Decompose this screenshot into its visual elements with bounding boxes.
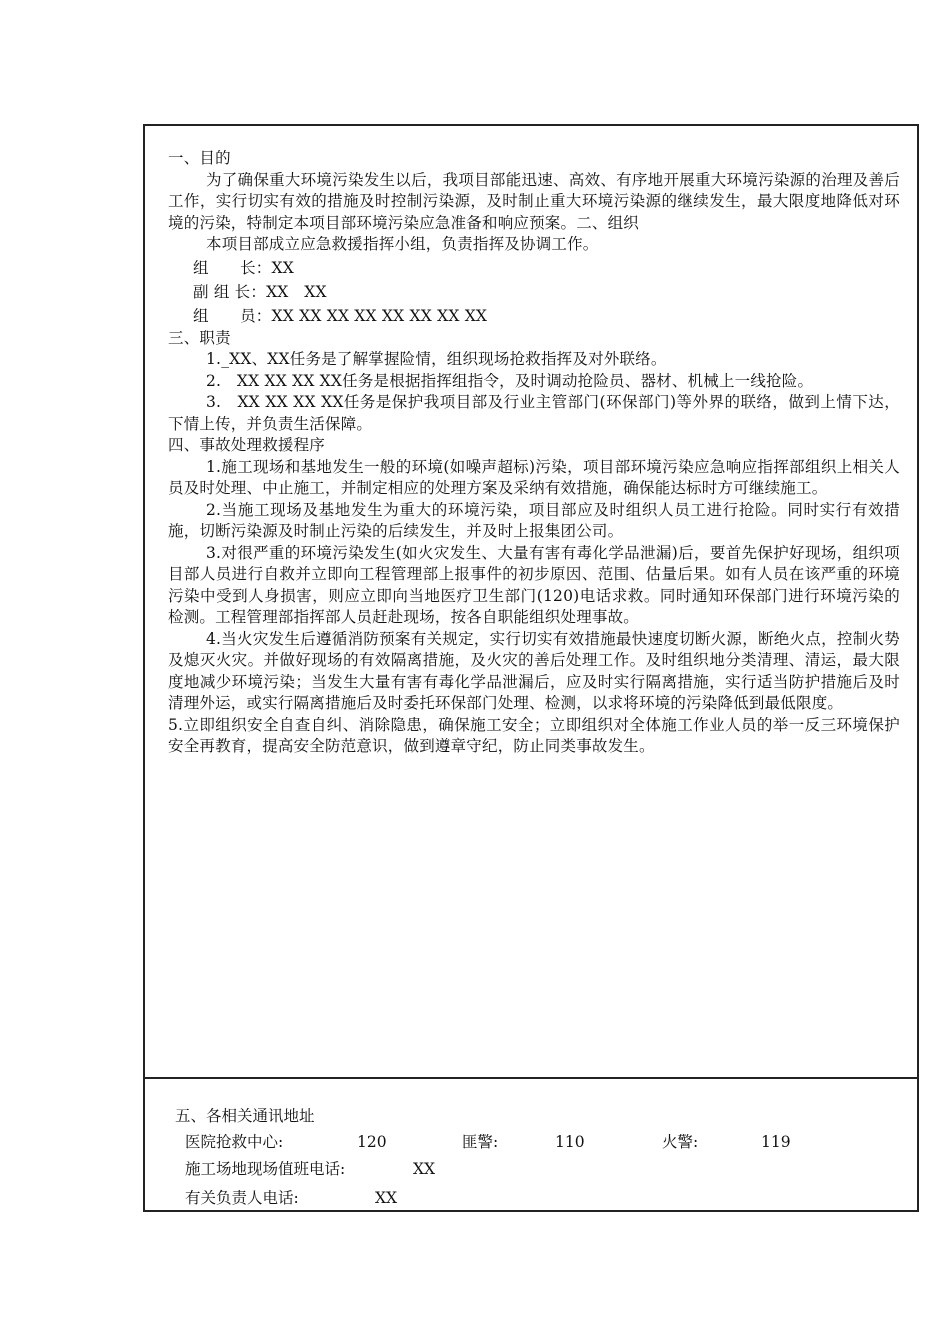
procedure-item-5: 5.立即组织安全自查自纠、消除隐患，确保施工安全；立即组织对全体施工作业人员的举一反三环境保护安全再教育，提高安全防范意识，做到遵章守纪，防止同类事故发生。 [168, 715, 900, 755]
responsible-phone-label: 有关负责人电话: [185, 1189, 299, 1207]
plan-body-cell [145, 126, 917, 1079]
duty-item: 1._XX、XX任务是了解掌握险情，组织现场抢救指挥及对外联络。 [206, 350, 667, 368]
hospital-label: 医院抢救中心: [185, 1133, 284, 1151]
roster-leader-value: XX [271, 258, 294, 277]
police-label: 匪警: [462, 1133, 499, 1151]
contacts-cell [145, 1079, 917, 1210]
procedure-item: 4.当火灾发生后遵循消防预案有关规定，实行切实有效措施最快速度切断火源，断绝火点，控制火势及熄灭火灾。并做好现场的有效隔离措施，及火灾的善后处理工作。及时组织地分类清理、清运，最大限度地减少环境污染；当发生大量有害有毒化学品泄漏后，应及时实行隔离措施，实行适当防护措施后及时清理外运，或实行隔离措施后及时委托环保部门处理、检测，以求将环境的污染降低到最低限度。 [168, 629, 900, 712]
responsible-phone-row [175, 1185, 585, 1211]
roster-deputy-value: XX XX [266, 282, 327, 301]
roster-leader-label: 组 长： [193, 258, 272, 277]
emergency-numbers-row [175, 1129, 825, 1155]
roster-members [168, 304, 900, 328]
roster-leader [168, 256, 900, 280]
purpose-heading: 一、目的 [168, 149, 231, 167]
duty-phone-value: XX [413, 1160, 436, 1178]
responsible-phone-value: XX [375, 1189, 398, 1207]
purpose-paragraph: 为了确保重大环境污染发生以后，我项目部能迅速、高效、有序地开展重大环境污染源的治理及善后工作，实行切实有效的措施及时控制污染源，及时制止重大环境污染源的继续发生，最大限度地降低对环境的污染，特制定本项目部环境污染应急准备和响应预案。二、组织 [168, 170, 900, 232]
roster-members-label: 组 员： [193, 306, 272, 325]
police-number: 110 [555, 1133, 585, 1151]
procedure-item: 2.当施工现场及基地发生为重大的环境污染，项目部应及时组织人员工进行抢险。同时实行有效措施，切断污染源及时制止污染的后续发生，并及时上报集团公司。 [168, 500, 900, 540]
duties-heading: 三、职责 [168, 328, 231, 347]
roster-deputy [168, 280, 900, 304]
duty-item: 2. XX XX XX XX任务是根据指挥组指令，及时调动抢险员、器材、机械上一线抢险。 [206, 371, 814, 390]
duty-phone-row [175, 1156, 585, 1182]
plan-content [168, 148, 900, 758]
procedure-item: 3.对很严重的环境污染发生(如火灾发生、大量有害有毒化学品泄漏)后，要首先保护好现场，组织项目部人员进行自救并立即向工程管理部上报事件的初步原因、范围、估量后果。如有人员在该严重的环境污染中受到人身损害，则应立即向当地医疗卫生部门(120)电话求救。同时通知环保部门进行环境污染的检测。工程管理部指挥部人员赶赴现场，按各自职能组织处理事故。 [168, 543, 900, 626]
contacts-block [175, 1103, 825, 1211]
duty-item: 3. XX XX XX XX任务是保护我项目部及行业主管部门(环保部门)等外界的联络，做到上情下达，下情上传，并负责生活保障。 [168, 393, 900, 433]
fire-number: 119 [761, 1133, 791, 1151]
organization-paragraph: 本项目部成立应急救援指挥小组，负责指挥及协调工作。 [206, 235, 599, 253]
procedure-item: 1.施工现场和基地发生一般的环境(如噪声超标)污染，项目部环境污染应急响应指挥部组织上相关人员及时处理、中止施工，并制定相应的处理方案及采纳有效措施，确保能达标时方可继续施工。 [168, 457, 900, 497]
duty-phone-label: 施工场地现场值班电话: [185, 1160, 346, 1178]
procedure-heading: 四、事故处理救援程序 [168, 436, 326, 454]
contacts-heading: 五、各相关通讯地址 [175, 1107, 315, 1125]
document-table [143, 124, 919, 1212]
roster-members-value: XX XX XX XX XX XX XX XX [271, 306, 488, 325]
fire-label: 火警: [662, 1133, 699, 1151]
hospital-number: 120 [357, 1133, 387, 1151]
roster-deputy-label: 副 组 长： [193, 282, 267, 301]
